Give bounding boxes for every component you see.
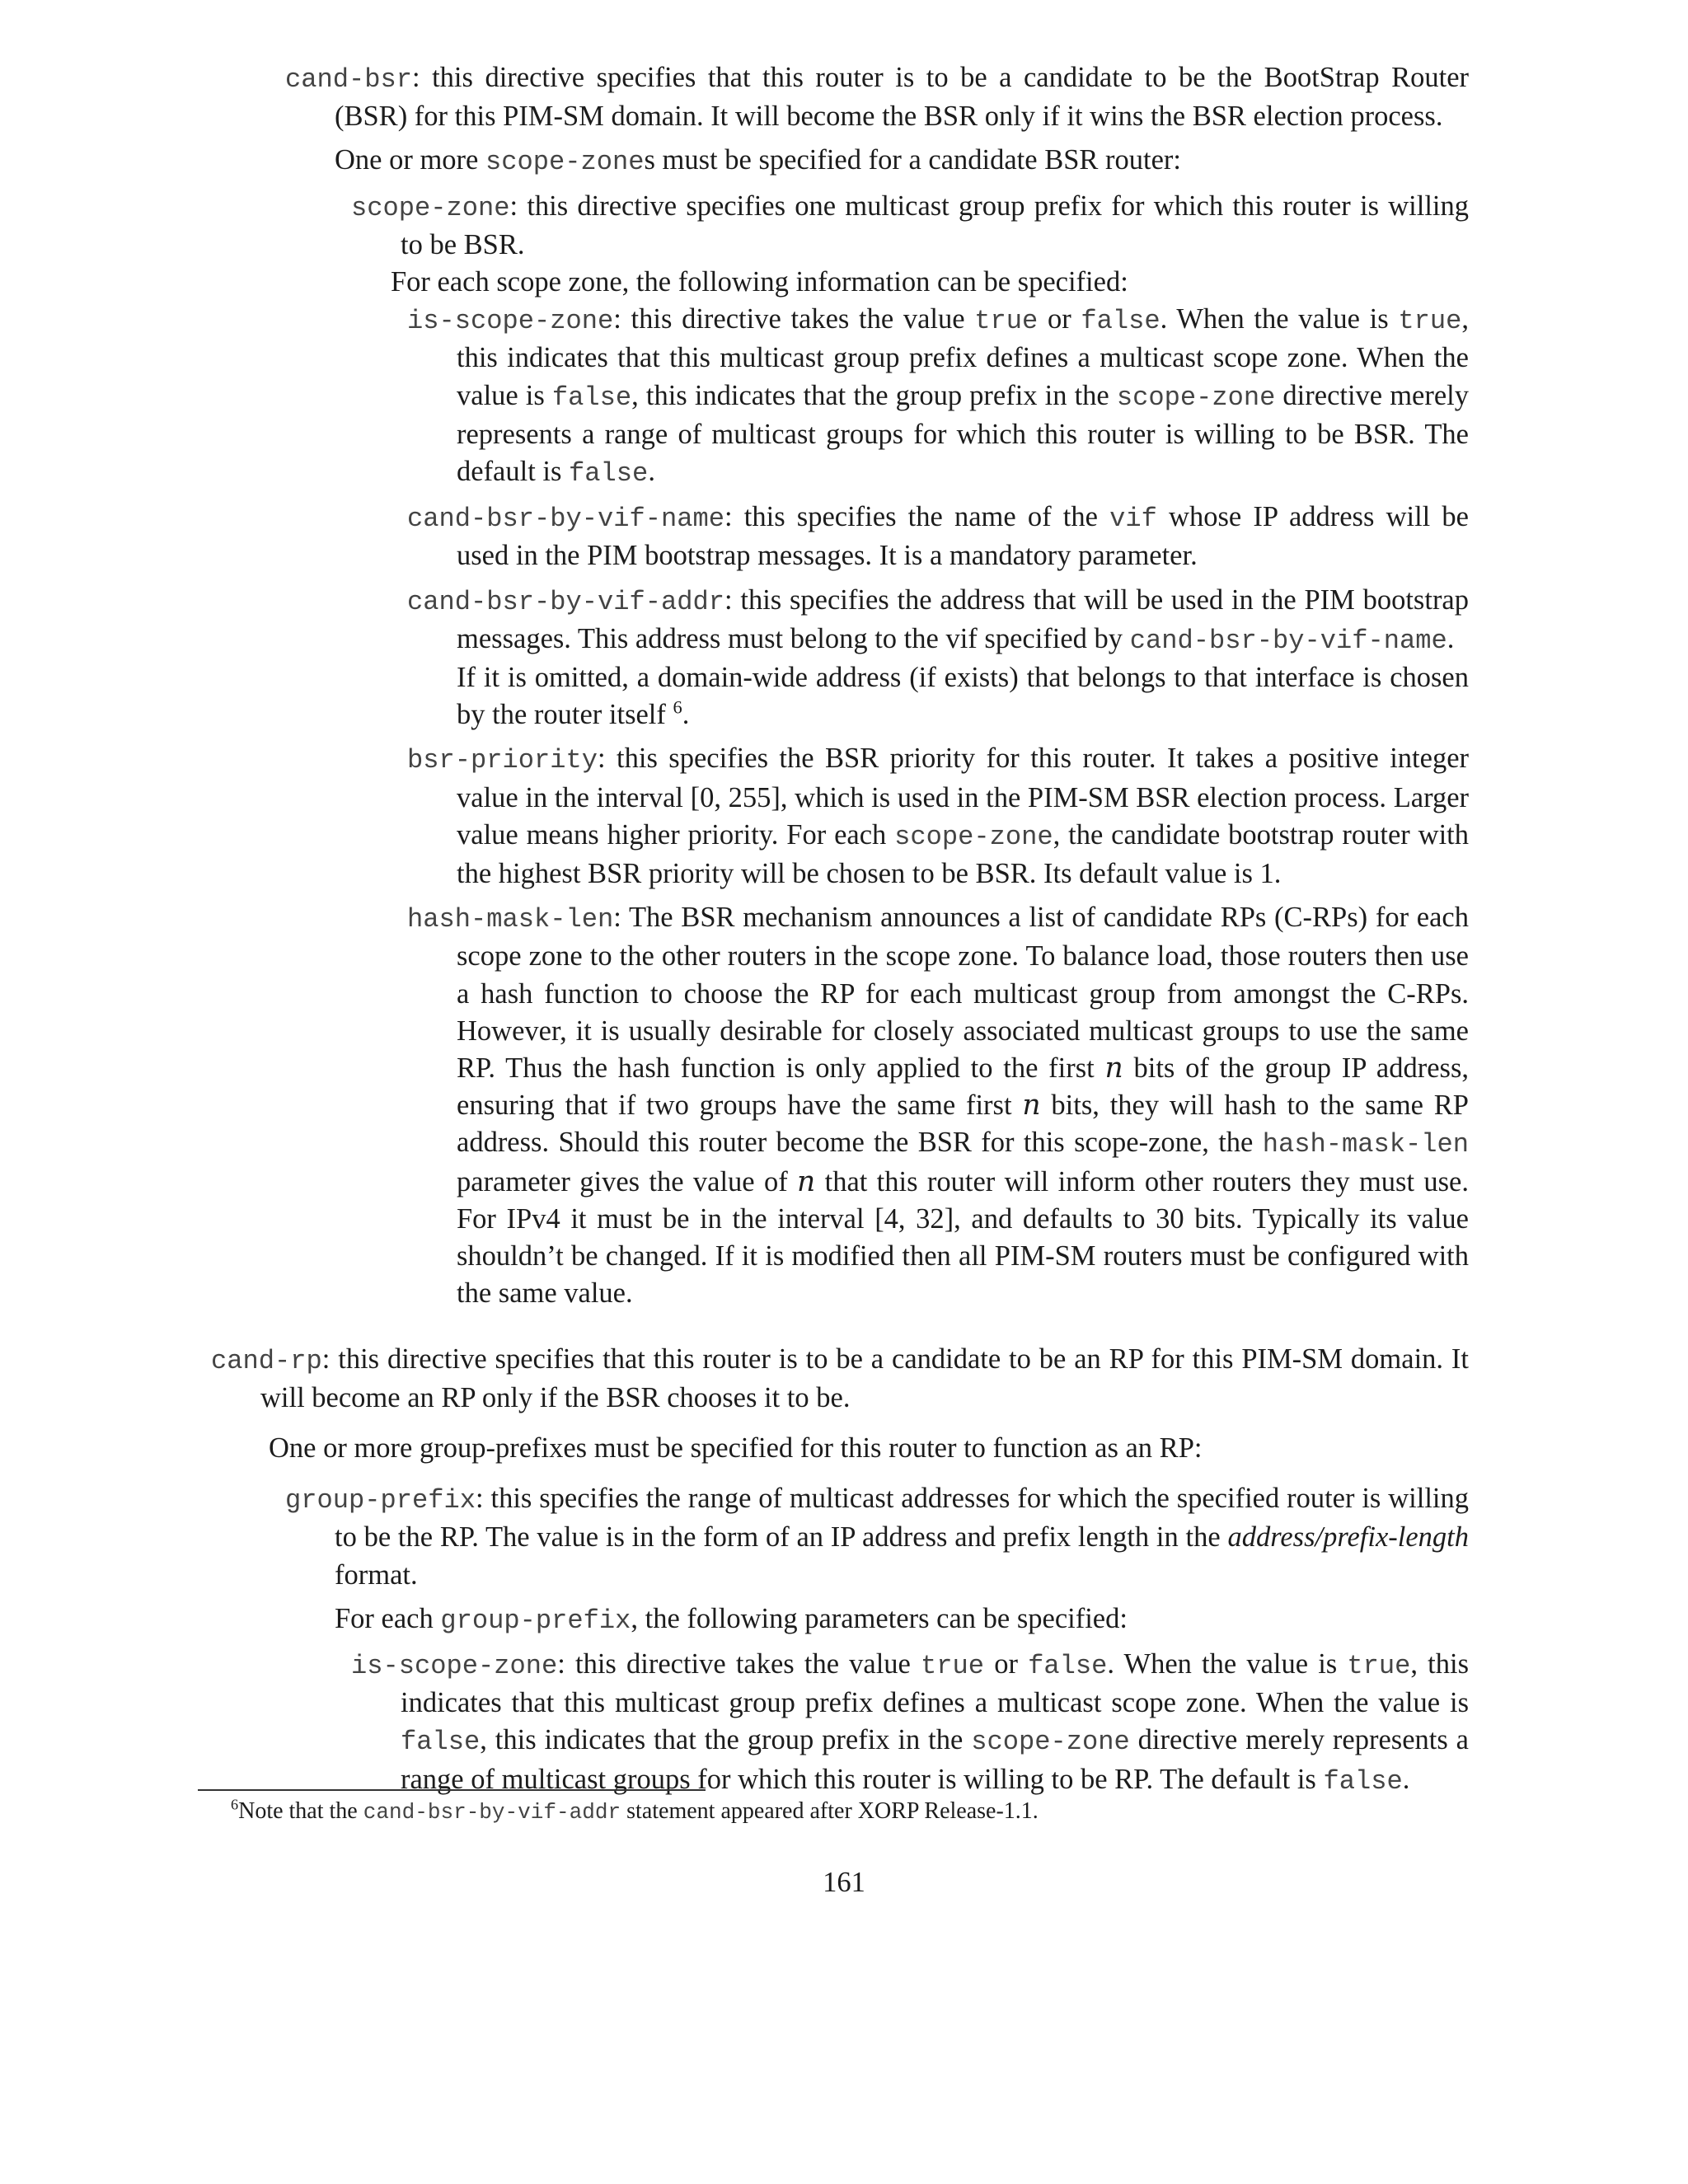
hash-mask-len-definition: hash-mask-len: The BSR mechanism announces a list of candidate RPs (C-RPs) for each scope zone to the other routers in the scope zone. To balance load, those routers then use a hash function to choose the RP for each multicast group from amongst the C-RPs. However, it is usually desirable for closely associated multicast groups to use the same RP. Thus the hash function is only applied to the first n bits of the group IP address, ensuring that if two groups have the same first n bits, they will hash to the same RP address. Should this router become the BSR for this scope-zone, the hash-mask-len parameter gives the value of n that this router will inform other routers they must use. For IPv4 it must be in the interval [4, 32], and defaults to 30 bits. Typically its value shouldn’t be changed. If it is modified then all PIM-SM routers must be configured with the same value. [407, 902, 1469, 1310]
scope-zone-term: scope-zone [351, 192, 510, 223]
page-number: 161 [823, 1867, 865, 1898]
cand-bsr-by-vif-name-term: cand-bsr-by-vif-name [407, 504, 725, 535]
cand-rp-intro: One or more group-prefixes must be specified for this router to function as an RP: [269, 1432, 1203, 1464]
cand-bsr-term: cand-bsr [285, 64, 413, 95]
group-prefix-term: group-prefix [285, 1485, 476, 1516]
footnote-ref[interactable]: 6 [673, 696, 682, 718]
page-content [211, 59, 1469, 1800]
is-scope-zone-definition: is-scope-zone: this directive takes the value true or false. When the value is true, this indicates that this multicast group prefix defines a multicast scope zone. When the value is false, this indicates that the group prefix in the scope-zone directive merely represents a range of multicast groups for which this router is willing to be BSR. The default is false. [407, 303, 1469, 490]
cand-bsr-by-vif-name-definition: cand-bsr-by-vif-name: this specifies the name of the vif whose IP address will be used in the PIM bootstrap messages. It is a mandatory parameter. [407, 501, 1469, 572]
cand-bsr-by-vif-addr-definition: cand-bsr-by-vif-addr: this specifies the address that will be used in the PIM bootstrap messages. This address must belong to the vif specified by cand-bsr-by-vif-name. If it is omitted, a domain-wide address (if exists) that belongs to that interface is chosen by the router itself $^6$. [407, 583, 1469, 731]
bsr-priority-definition: bsr-priority: this specifies the BSR priority for this router. It takes a positive integer value in the interval [0, 255], which is used in the PIM-SM BSR election process. Larger value means higher priority. For each scope-zone, the candidate bootstrap router with the highest BSR priority will be chosen to be BSR. Its default value is 1. [407, 743, 1469, 890]
group-prefix-intro: For each group-prefix, the following parameters can be specified: [335, 1602, 1128, 1636]
cand-bsr-intro: One or more scope-zones must be specified for a candidate BSR router: [335, 144, 1181, 178]
footnote: $^6$Note that the cand-bsr-by-vif-addr statement appeared after XORP Release-1.1. [231, 1796, 1039, 1825]
cand-bsr-definition: cand-bsr: this directive specifies that this router is to be a candidate to be the BootStrap Router (BSR) for this PIM-SM domain. It will become the BSR only if it wins the BSR election process. [285, 62, 1469, 133]
rp-is-scope-zone-definition: is-scope-zone: this directive takes the value true or false. When the value is true, this indicates that this multicast group prefix defines a multicast scope zone. When the value is false, this indicates that the group prefix in the scope-zone directive merely represents a range of multicast groups for which this router is willing to be RP. The default is false. [351, 1647, 1469, 1797]
footnote-mark: 6 [231, 1796, 239, 1813]
scope-zone-intro: For each scope zone, the following information can be specified: [391, 266, 1128, 298]
rp-is-scope-zone-term: is-scope-zone [351, 1650, 558, 1681]
cand-rp-definition: cand-rp: this directive specifies that this router is to be a candidate to be an RP for this PIM-SM domain. It will become an RP only if the BSR chooses it to be. [211, 1343, 1469, 1413]
scope-zone-definition: scope-zone: this directive specifies one multicast group prefix for which this router is willing to be BSR. [351, 190, 1469, 260]
group-prefix-definition: group-prefix: this specifies the range of multicast addresses for which the specified router is willing to be the RP. The value is in the form of an IP address and prefix length in the address/prefix-length format. [285, 1483, 1469, 1591]
cand-rp-term: cand-rp [211, 1345, 322, 1376]
is-scope-zone-term: is-scope-zone [407, 306, 614, 337]
hash-mask-len-term: hash-mask-len [407, 904, 614, 935]
bsr-priority-term: bsr-priority [407, 745, 598, 776]
footnote-divider [198, 1789, 706, 1791]
cand-bsr-by-vif-addr-term: cand-bsr-by-vif-addr [407, 586, 725, 617]
